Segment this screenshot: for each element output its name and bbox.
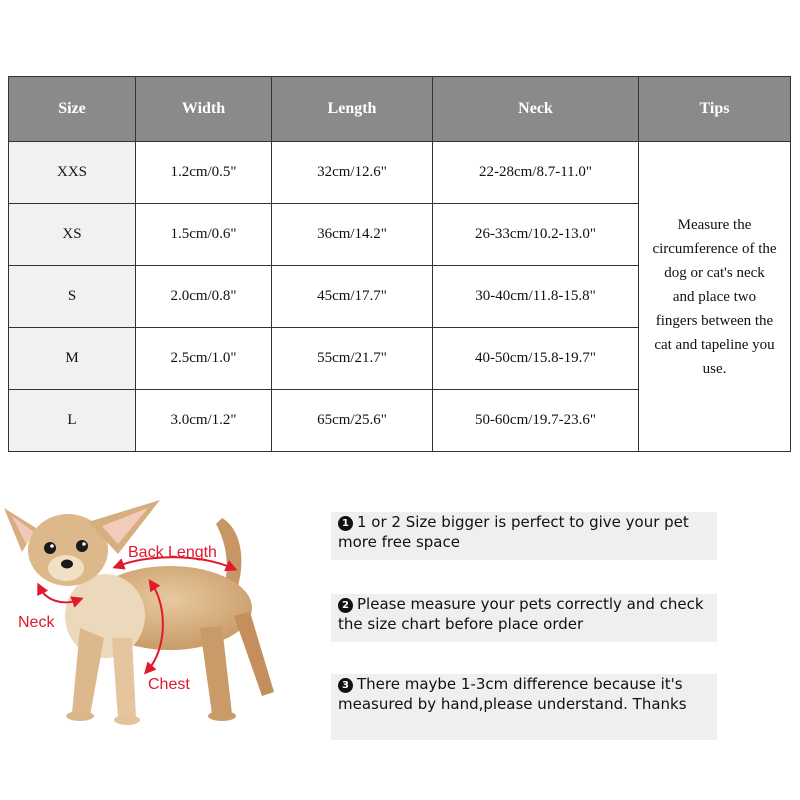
length-cell: 55cm/21.7": [272, 328, 433, 390]
note-text: There maybe 1-3cm difference because it's measured by hand,please understand. Thanks: [338, 675, 687, 713]
table-row: [9, 142, 791, 204]
size-cell: XS: [9, 204, 136, 266]
header-neck: Neck: [433, 77, 639, 142]
neck-cell: 40-50cm/15.8-19.7": [433, 328, 639, 390]
tips-cell: Measure the circumference of the dog or cat's neck and place two fingers between the cat and tapeline you use.: [639, 142, 791, 452]
chest-label: Chest: [148, 676, 190, 693]
note-text: Please measure your pets correctly and check the size chart before place order: [338, 595, 704, 633]
size-cell: XXS: [9, 142, 136, 204]
neck-cell: 30-40cm/11.8-15.8": [433, 266, 639, 328]
width-cell: 3.0cm/1.2": [136, 390, 272, 452]
neck-label: Neck: [18, 614, 55, 631]
note-difference: [331, 674, 717, 740]
size-chart-table: [8, 76, 791, 452]
header-length: Length: [272, 77, 433, 142]
header-width: Width: [136, 77, 272, 142]
length-cell: 45cm/17.7": [272, 266, 433, 328]
number-3-icon: 3: [338, 678, 353, 693]
neck-cell: 22-28cm/8.7-11.0": [433, 142, 639, 204]
width-cell: 1.2cm/0.5": [136, 142, 272, 204]
width-cell: 2.5cm/1.0": [136, 328, 272, 390]
width-cell: 1.5cm/0.6": [136, 204, 272, 266]
size-cell: S: [9, 266, 136, 328]
header-size: Size: [9, 77, 136, 142]
note-size-bigger: [331, 512, 717, 560]
width-cell: 2.0cm/0.8": [136, 266, 272, 328]
back-length-label: Back Length: [128, 544, 217, 561]
dog-measurement-figure: [0, 488, 300, 738]
length-cell: 65cm/25.6": [272, 390, 433, 452]
header-tips: Tips: [639, 77, 791, 142]
length-cell: 36cm/14.2": [272, 204, 433, 266]
neck-cell: 50-60cm/19.7-23.6": [433, 390, 639, 452]
table-header-row: [9, 77, 791, 142]
size-cell: L: [9, 390, 136, 452]
note-measure-correctly: [331, 594, 717, 642]
dog-illustration: [0, 488, 300, 738]
number-2-icon: 2: [338, 598, 353, 613]
number-1-icon: 1: [338, 516, 353, 531]
size-cell: M: [9, 328, 136, 390]
note-text: 1 or 2 Size bigger is perfect to give your pet more free space: [338, 513, 689, 551]
neck-cell: 26-33cm/10.2-13.0": [433, 204, 639, 266]
length-cell: 32cm/12.6": [272, 142, 433, 204]
